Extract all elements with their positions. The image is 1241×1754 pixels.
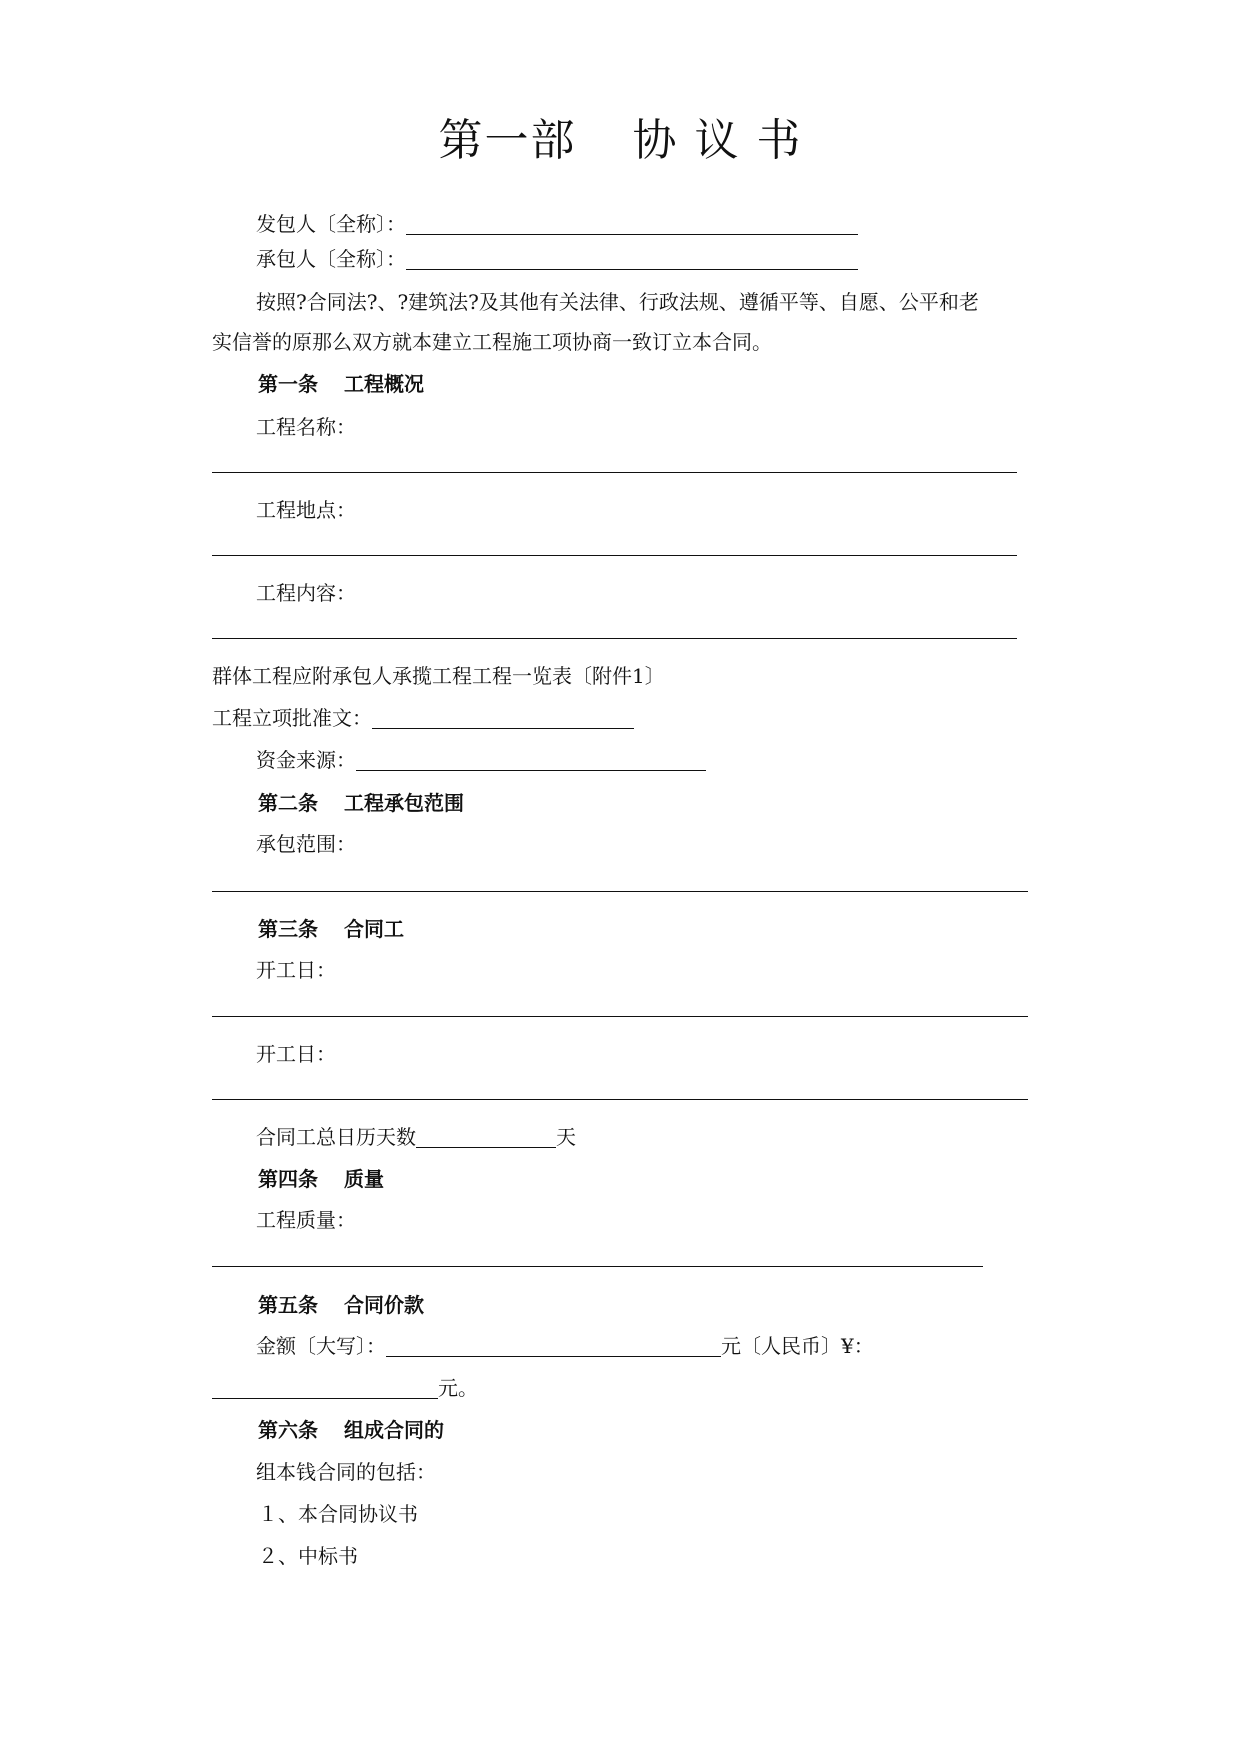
article-1-number: 第一条 bbox=[258, 372, 318, 396]
title-part: 第一部 bbox=[438, 115, 577, 166]
total-days-line bbox=[256, 1121, 576, 1150]
article-4-heading bbox=[258, 1163, 384, 1192]
approval-line bbox=[212, 702, 634, 731]
start-date-blank[interactable] bbox=[212, 1016, 1028, 1017]
project-location-label: 工程地点： bbox=[256, 498, 356, 522]
project-location-blank[interactable] bbox=[212, 555, 1017, 556]
amount-label: 金额〔大写〕： bbox=[256, 1334, 386, 1358]
yuan-suffix: 元。 bbox=[438, 1376, 478, 1400]
funding-label: 资金来源： bbox=[256, 748, 356, 772]
preamble-line-2: 实信誉的原那么双方就本建立工程施工项协商一致订立本合同。 bbox=[212, 330, 772, 354]
preamble-line-1: 按照?合同法?、?建筑法?及其他有关法律、行政法规、遵循平等、自愿、公平和老 bbox=[256, 290, 979, 314]
employer-line bbox=[256, 208, 858, 237]
document-title bbox=[0, 104, 1241, 168]
employer-blank[interactable] bbox=[406, 214, 858, 235]
article-3-heading bbox=[258, 913, 404, 942]
start-date-label: 开工日： bbox=[256, 958, 336, 982]
group-project-note: 群体工程应附承包人承揽工程工程一览表〔附件1〕 bbox=[212, 664, 665, 688]
total-days-prefix: 合同工总日历天数 bbox=[256, 1125, 416, 1149]
start-date-blank-2[interactable] bbox=[212, 1099, 1028, 1100]
amount-words-blank[interactable] bbox=[386, 1336, 721, 1357]
article-2-heading bbox=[258, 787, 464, 816]
title-name: 协 议 书 bbox=[632, 115, 803, 166]
article-3-title: 合同工 bbox=[344, 917, 404, 941]
total-days-suffix: 天 bbox=[556, 1125, 576, 1149]
contract-docs-intro: 组本钱合同的包括： bbox=[256, 1460, 436, 1484]
quality-label: 工程质量： bbox=[256, 1208, 356, 1232]
approval-label: 工程立项批准文： bbox=[212, 706, 372, 730]
start-date-label-2: 开工日： bbox=[256, 1042, 336, 1066]
article-6-heading bbox=[258, 1414, 444, 1443]
article-5-heading bbox=[258, 1289, 424, 1318]
amount-figure-blank[interactable] bbox=[212, 1378, 438, 1399]
approval-blank[interactable] bbox=[372, 708, 634, 729]
rmb-label: 元〔人民币〕¥： bbox=[721, 1334, 874, 1358]
contractor-line bbox=[256, 243, 858, 272]
article-2-title: 工程承包范围 bbox=[344, 791, 464, 815]
article-1-heading bbox=[258, 368, 424, 397]
quality-blank[interactable] bbox=[212, 1266, 983, 1267]
project-content-label: 工程内容： bbox=[256, 581, 356, 605]
scope-label: 承包范围： bbox=[256, 832, 356, 856]
article-5-title: 合同价款 bbox=[344, 1293, 424, 1317]
contractor-label: 承包人〔全称〕： bbox=[256, 247, 406, 271]
article-4-title: 质量 bbox=[344, 1167, 384, 1191]
amount-line bbox=[256, 1330, 874, 1359]
amount-figure-line bbox=[212, 1372, 478, 1401]
article-4-number: 第四条 bbox=[258, 1167, 318, 1191]
employer-label: 发包人〔全称〕： bbox=[256, 212, 406, 236]
list-item: １、本合同协议书 bbox=[258, 1502, 418, 1526]
total-days-blank[interactable] bbox=[416, 1127, 556, 1148]
project-content-blank[interactable] bbox=[212, 638, 1017, 639]
contractor-blank[interactable] bbox=[406, 249, 858, 270]
list-item: ２、中标书 bbox=[258, 1544, 358, 1568]
funding-blank[interactable] bbox=[356, 750, 706, 771]
article-2-number: 第二条 bbox=[258, 791, 318, 815]
article-3-number: 第三条 bbox=[258, 917, 318, 941]
article-5-number: 第五条 bbox=[258, 1293, 318, 1317]
funding-line bbox=[256, 744, 706, 773]
project-name-blank[interactable] bbox=[212, 472, 1017, 473]
project-name-label: 工程名称： bbox=[256, 415, 356, 439]
scope-blank[interactable] bbox=[212, 891, 1028, 892]
article-6-number: 第六条 bbox=[258, 1418, 318, 1442]
article-1-title: 工程概况 bbox=[344, 372, 424, 396]
article-6-title: 组成合同的 bbox=[344, 1418, 444, 1442]
